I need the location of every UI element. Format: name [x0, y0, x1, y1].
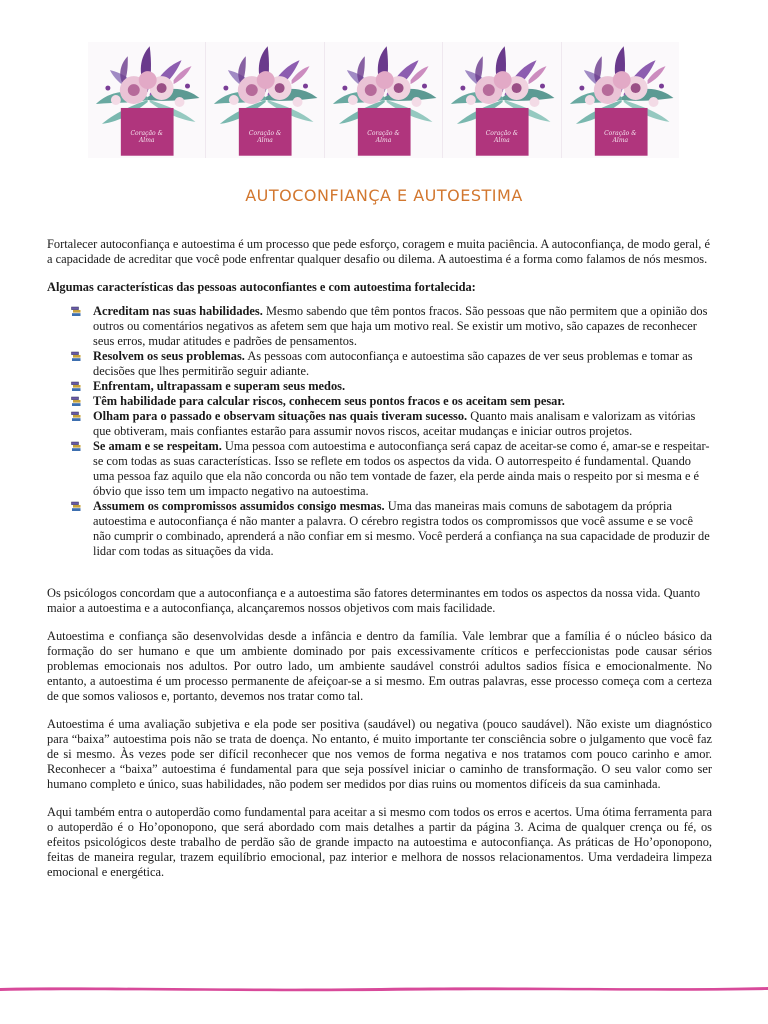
list-item-text: As pessoas com autoconfiança e autoestima são capazes de ver seus problemas e tomar as decisões que lhes permitirão seguir adiante. [93, 349, 693, 378]
stacked-books-icon [71, 396, 82, 407]
logo-text: Coração & Alma [367, 130, 400, 144]
stacked-books-icon [71, 306, 82, 317]
list-item [93, 439, 712, 499]
list-item-text: Uma das maneiras mais comuns de sabotagem da própria autoestima e autoconfiança é não manter a palavra. O cérebro registra todos os compromissos que você assume e se você não cumprir o combinado, aprenderá a não confiar em si mesmo. Você perderá a confiança na sua capacidade de produzir de lidar com todas as situações da vida. [93, 499, 710, 558]
banner-tile [88, 42, 206, 158]
characteristics-heading: Algumas características das pessoas autoconfiantes e com autoestima fortalecida: [47, 280, 476, 294]
list-item-title: Enfrentam, ultrapassam e superam seus medos. [93, 379, 346, 393]
stacked-books-icon [71, 411, 82, 422]
list-item-text: Quanto mais analisam e valorizam as vitórias que obtiveram, mais confiantes estarão para assumir novos riscos, aceitar mudanças e iniciar outros projetos. [93, 409, 696, 438]
banner-tile [562, 42, 679, 158]
banner-tile [325, 42, 443, 158]
stacked-books-icon [71, 501, 82, 512]
bottom-decorative-rule [0, 984, 768, 992]
list-item-title: Acreditam nas suas habilidades. [93, 304, 263, 318]
characteristics-list [47, 304, 712, 559]
page-title: AUTOCONFIANÇA E AUTOESTIMA [245, 186, 523, 205]
list-item [93, 409, 712, 439]
logo-text: Coração & Alma [604, 130, 637, 144]
banner-tile [443, 42, 561, 158]
list-item [93, 349, 712, 379]
body-paragraph: Autoestima é uma avaliação subjetiva e ela pode ser positiva (saudável) ou negativa (pouco saudável). Não existe um diagnóstico para “baixa” autoestima pois não se trata de doença. No entanto, é muito importante ter consciência sobre o julgamento que você faz de si mesmo. Às vezes pode ser difícil reconhecer que nos vemos de forma negativa e nos tratamos com pouco carinho e amor. Reconhecer a “baixa” autoestima é fundamental para que seja possível iniciar o caminho de transformação. O seu valor como ser humano completo e único, suas habilidades, não podem ser medidos por dias ruins ou momentos difíceis da sua caminhada. [47, 717, 712, 791]
list-item-title: Se amam e se respeitam. [93, 439, 222, 453]
list-item [93, 304, 712, 349]
document-body [47, 237, 712, 893]
list-item [93, 394, 712, 409]
intro-paragraph: Fortalecer autoconfiança e autoestima é um processo que pede esforço, coragem e muita paciência. A autoconfiança, de modo geral, é a capacidade de acreditar que você pode enfrentar qualquer desafio ou dilema. A autoestima é a forma como falamos de nós mesmos. [47, 237, 710, 266]
list-item-title: Olham para o passado e observam situações nas quais tiveram sucesso. [93, 409, 468, 423]
stacked-books-icon [71, 441, 82, 452]
list-item-title: Assumem os compromissos assumidos consigo mesmas. [93, 499, 385, 513]
list-item-title: Resolvem os seus problemas. [93, 349, 245, 363]
list-item-title: Têm habilidade para calcular riscos, conhecem seus pontos fracos e os aceitam sem pesar. [93, 394, 565, 408]
body-paragraphs [47, 586, 712, 880]
body-paragraph: Os psicólogos concordam que a autoconfiança e a autoestima são fatores determinantes em todos os aspectos da nossa vida. Quanto maior a autoestima e a autoconfiança, alcançaremos nossos objetivos com mais facilidade. [47, 586, 701, 615]
stacked-books-icon [71, 381, 82, 392]
list-item-text: Uma pessoa com autoestima e autoconfiança será capaz de aceitar-se como é, amar-se e respeitar-se com todas as suas características. Isso se reflete em todos os aspectos da vida. O autorrespeito é fundamental. Quando uma pessoa faz aquilo que ela não concorda ou não tem vontade de fazer, ela perde ainda mais o respeito por si mesma e é óbvio que isso tem um impacto negativo na autoestima. [93, 439, 710, 498]
logo-text: Coração & Alma [130, 130, 163, 144]
list-item [93, 379, 712, 394]
banner-tile [206, 42, 324, 158]
header-banner [88, 42, 679, 158]
list-item [93, 499, 712, 559]
stacked-books-icon [71, 351, 82, 362]
logo-text: Coração & Alma [248, 130, 282, 144]
body-paragraph: Aqui também entra o autoperdão como fundamental para aceitar a si mesmo com todos os erros e acertos. Uma ótima ferramenta para o autoperdão é o Ho’oponopono, que será abordado com mais detalhes a partir da página 3. Acima de qualquer crença ou fé, os efeitos psicológicos deste trabalho de perdão são de grande impacto na autoestima e autoconfiança. As práticas de Ho’oponopono, feitas de maneira regular, trazem equilíbrio emocional, paz interior e melhora de nossos relacionamentos. Uma verdadeira limpeza emocional e energética. [47, 805, 712, 879]
list-item-text: Mesmo sabendo que têm pontos fracos. São pessoas que não permitem que a opinião dos outros ou comentários negativos as afetem sem que haja um motivo real. Se existir um motivo, são capazes de reconhecer seus erros, mudar atitudes e padrões de pensamentos. [93, 304, 708, 348]
logo-text: Coração & Alma [485, 130, 519, 144]
body-paragraph: Autoestima e confiança são desenvolvidas desde a infância e dentro da família. Vale lembrar que a família é o núcleo básico da formação do ser humano e que um ambiente dominado por pais excessivamente críticos e perfeccionistas pode causar sérios problemas emocionais nos adultos. Por outro lado, um ambiente saudável constrói adultos sadios física e emocionalmente. No entanto, a autoestima é um processo permanente de afeiçoar-se a si mesmo. Em outras palavras, esse processo começa com a certeza de que somos valiosos e, portanto, devemos nos tratar como tal. [47, 629, 712, 703]
